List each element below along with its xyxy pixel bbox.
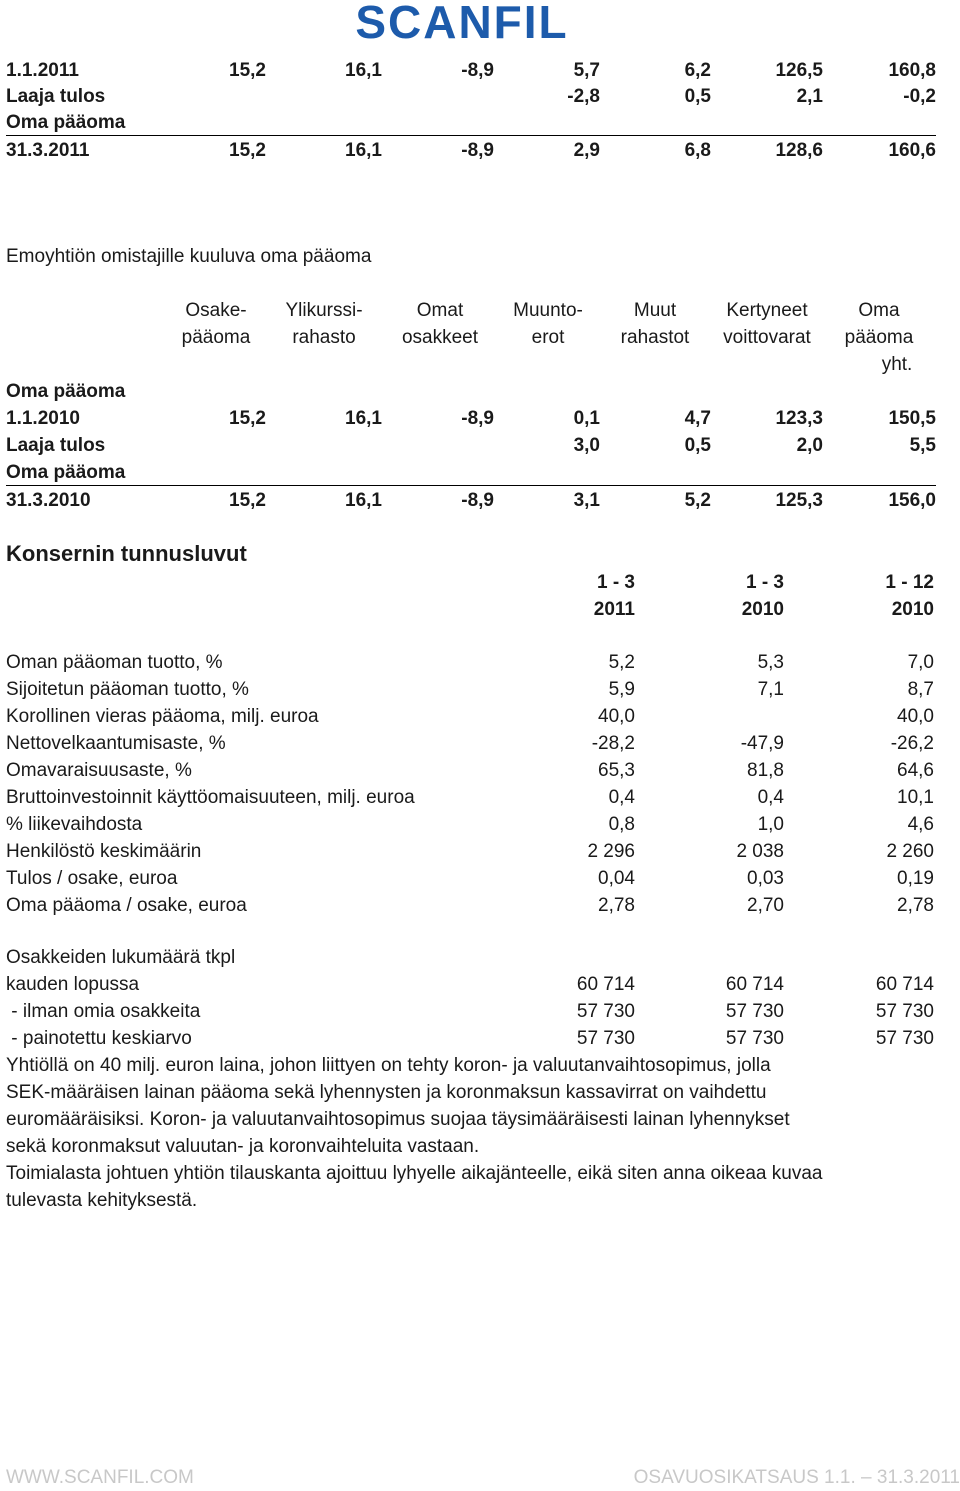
footer-website: WWW.SCANFIL.COM bbox=[6, 1467, 194, 1488]
table-cell bbox=[490, 379, 600, 405]
row-label: Korollinen vieras pääoma, milj. euroa bbox=[6, 706, 319, 727]
period-year: 2010 bbox=[891, 599, 934, 620]
table-cell: 2,78 bbox=[598, 895, 635, 916]
table-cell: 126,5 bbox=[775, 60, 823, 81]
key-figures-heading: Konsernin tunnusluvut bbox=[6, 541, 247, 566]
row-label: - ilman omia osakkeita bbox=[6, 1001, 201, 1022]
table-cell: 5,3 bbox=[757, 652, 784, 673]
table-cell: 15,2 bbox=[229, 408, 266, 429]
table-cell bbox=[384, 433, 494, 459]
row-label: Sijoitetun pääoman tuotto, % bbox=[6, 679, 249, 700]
column-header: rahastot bbox=[620, 327, 690, 348]
column-header: osakkeet bbox=[401, 327, 479, 348]
table-cell: 0,5 bbox=[684, 86, 711, 107]
row-label: Oma pääoma bbox=[6, 112, 126, 133]
table-cell: 57 730 bbox=[875, 1001, 934, 1022]
column-header: Omat bbox=[416, 300, 464, 321]
table-cell bbox=[601, 460, 711, 486]
table-cell: 40,0 bbox=[897, 706, 934, 727]
column-header: rahasto bbox=[292, 327, 356, 348]
table-cell bbox=[156, 110, 266, 136]
row-label: Bruttoinvestoinnit käyttöomaisuuteen, milj. euroa bbox=[6, 787, 415, 808]
row-label: 31.3.2010 bbox=[6, 490, 91, 511]
table-cell: -8,9 bbox=[461, 490, 494, 511]
column-header: pääoma bbox=[181, 327, 251, 348]
table-cell: 0,4 bbox=[757, 787, 784, 808]
table-cell bbox=[601, 110, 711, 136]
table-cell bbox=[384, 110, 494, 136]
table-cell: 0,1 bbox=[573, 408, 600, 429]
table-cell: 128,6 bbox=[775, 140, 823, 161]
table-cell bbox=[272, 110, 382, 136]
table-cell: 0,8 bbox=[608, 814, 635, 835]
table-cell: 6,2 bbox=[684, 60, 711, 81]
table-cell: 2 260 bbox=[886, 841, 934, 862]
table-cell: 81,8 bbox=[747, 760, 784, 781]
row-label: Oma pääoma bbox=[6, 462, 126, 483]
column-header: Muunto- bbox=[513, 300, 583, 321]
column-header: erot bbox=[531, 327, 565, 348]
period-range: 1 - 3 bbox=[745, 572, 784, 593]
table-cell: 7,0 bbox=[907, 652, 934, 673]
table-cell: 64,6 bbox=[897, 760, 934, 781]
table-cell: 15,2 bbox=[229, 140, 266, 161]
table-cell: 2,78 bbox=[897, 895, 934, 916]
table-cell: 16,1 bbox=[345, 490, 382, 511]
table-cell: 57 730 bbox=[725, 1001, 784, 1022]
table-cell: 6,8 bbox=[684, 140, 711, 161]
shares-heading: Osakkeiden lukumäärä tkpl bbox=[6, 947, 236, 968]
row-label: Oma pääoma bbox=[6, 381, 126, 402]
table-cell: -8,9 bbox=[461, 140, 494, 161]
row-label: Laaja tulos bbox=[6, 86, 106, 107]
table-cell: 10,1 bbox=[897, 787, 934, 808]
column-header: Kertyneet bbox=[726, 300, 808, 321]
table-cell: 16,1 bbox=[345, 60, 382, 81]
column-header bbox=[590, 352, 720, 378]
table-cell bbox=[664, 704, 784, 730]
table-cell: 160,8 bbox=[888, 60, 936, 81]
logo-text: SCANFIL bbox=[355, 0, 569, 42]
table-cell: 0,04 bbox=[598, 868, 635, 889]
table-cell: -2,8 bbox=[567, 86, 600, 107]
row-label: % liikevaihdosta bbox=[6, 814, 143, 835]
table-cell: 2,9 bbox=[573, 140, 600, 161]
column-header: Osake- bbox=[185, 300, 247, 321]
row-label: 31.3.2011 bbox=[6, 140, 90, 161]
table-cell: 16,1 bbox=[345, 140, 382, 161]
table-cell: 0,5 bbox=[684, 435, 711, 456]
row-label: Nettovelkaantumisaste, % bbox=[6, 733, 226, 754]
table-cell: 0,4 bbox=[608, 787, 635, 808]
row-label: 1.1.2011 bbox=[6, 60, 79, 81]
table-cell: 2 038 bbox=[736, 841, 784, 862]
table-cell: 123,3 bbox=[775, 408, 823, 429]
table-cell: 5,9 bbox=[608, 679, 635, 700]
row-label: Omavaraisuusaste, % bbox=[6, 760, 192, 781]
column-header bbox=[259, 352, 389, 378]
table-cell: 4,7 bbox=[684, 408, 711, 429]
table-cell: 0,19 bbox=[897, 868, 934, 889]
table-cell: 15,2 bbox=[229, 60, 266, 81]
table-cell: 57 730 bbox=[725, 1028, 784, 1049]
table-cell: 2,70 bbox=[747, 895, 784, 916]
column-header: voittovarat bbox=[723, 327, 811, 348]
column-header: Ylikurssi- bbox=[285, 300, 363, 321]
table-cell bbox=[601, 379, 711, 405]
table-cell: 0,03 bbox=[747, 868, 784, 889]
table-cell bbox=[272, 84, 382, 110]
table-cell: 160,6 bbox=[888, 140, 936, 161]
table-cell: 8,7 bbox=[907, 679, 934, 700]
table-cell bbox=[826, 110, 936, 136]
footer-report-title: OSAVUOSIKATSAUS 1.1. – 31.3.2011 bbox=[633, 1467, 960, 1488]
table-cell bbox=[826, 379, 936, 405]
table-cell bbox=[713, 110, 823, 136]
table-cell bbox=[156, 460, 266, 486]
table-cell: 2 296 bbox=[587, 841, 635, 862]
table-cell: 40,0 bbox=[598, 706, 635, 727]
table-cell: 156,0 bbox=[888, 490, 936, 511]
column-header: Oma bbox=[858, 300, 900, 321]
period-range: 1 - 3 bbox=[596, 572, 635, 593]
table-cell: 60 714 bbox=[725, 974, 784, 995]
table-cell: -8,9 bbox=[461, 408, 494, 429]
table-cell: 125,3 bbox=[775, 490, 823, 511]
table-cell bbox=[272, 460, 382, 486]
table-cell bbox=[272, 433, 382, 459]
table-cell bbox=[384, 84, 494, 110]
note-line: tulevasta kehityksestä. bbox=[6, 1190, 198, 1211]
table-cell: 5,7 bbox=[573, 60, 600, 81]
column-header bbox=[702, 352, 832, 378]
section-heading: Emoyhtiön omistajille kuuluva oma pääoma bbox=[6, 246, 372, 267]
table-cell: 57 730 bbox=[576, 1028, 635, 1049]
row-label: Oma pääoma / osake, euroa bbox=[6, 895, 247, 916]
table-cell: 3,1 bbox=[573, 490, 600, 511]
period-year: 2011 bbox=[593, 599, 635, 620]
note-line: Toimialasta johtuen yhtiön tilauskanta ajoittuu lyhyelle aikajänteelle, eikä siten anna oikeaa kuvaa bbox=[6, 1163, 823, 1184]
table-cell bbox=[384, 460, 494, 486]
table-cell: -47,9 bbox=[740, 733, 784, 754]
table-cell: 57 730 bbox=[875, 1028, 934, 1049]
table-cell bbox=[156, 84, 266, 110]
table-cell: 16,1 bbox=[345, 408, 382, 429]
table-cell bbox=[713, 379, 823, 405]
table-cell: 60 714 bbox=[875, 974, 934, 995]
table-cell: 5,2 bbox=[684, 490, 711, 511]
row-label: Oman pääoman tuotto, % bbox=[6, 652, 223, 673]
column-header: pääoma bbox=[844, 327, 914, 348]
table-cell: 7,1 bbox=[757, 679, 784, 700]
table-cell: 57 730 bbox=[576, 1001, 635, 1022]
table-cell: 1,0 bbox=[757, 814, 784, 835]
table-cell bbox=[384, 379, 494, 405]
table-cell bbox=[490, 460, 600, 486]
scanfil-logo bbox=[310, 0, 615, 42]
table-cell: 5,5 bbox=[909, 435, 936, 456]
row-label: kauden lopussa bbox=[6, 974, 140, 995]
table-cell: -26,2 bbox=[890, 733, 934, 754]
table-cell: 5,2 bbox=[608, 652, 635, 673]
row-label: Tulos / osake, euroa bbox=[6, 868, 178, 889]
table-cell: 3,0 bbox=[573, 435, 600, 456]
table-cell: 2,0 bbox=[796, 435, 823, 456]
table-cell bbox=[156, 433, 266, 459]
period-range: 1 - 12 bbox=[885, 572, 934, 593]
note-line: SEK-määräisen lainan pääoma sekä lyhennysten ja koronmaksun kassavirrat on vaihdettu bbox=[6, 1082, 767, 1103]
table-cell: 60 714 bbox=[576, 974, 635, 995]
row-label: 1.1.2010 bbox=[6, 408, 80, 429]
note-line: euromääräisiksi. Koron- ja valuutanvaihtosopimus suojaa täysimääräisesti lainan lyhennykset bbox=[6, 1109, 790, 1130]
table-cell: 4,6 bbox=[907, 814, 934, 835]
table-cell: 65,3 bbox=[598, 760, 635, 781]
table-cell: -28,2 bbox=[591, 733, 635, 754]
table-cell bbox=[272, 379, 382, 405]
table-cell: 150,5 bbox=[888, 408, 936, 429]
table-cell bbox=[826, 460, 936, 486]
table-cell: -8,9 bbox=[461, 60, 494, 81]
table-cell bbox=[156, 379, 266, 405]
table-cell: 15,2 bbox=[229, 490, 266, 511]
note-line: Yhtiöllä on 40 milj. euron laina, johon liittyen on tehty koron- ja valuutanvaihtosopimus, jolla bbox=[6, 1055, 771, 1076]
column-header: Muut bbox=[633, 300, 677, 321]
table-cell bbox=[490, 110, 600, 136]
table-cell: -0,2 bbox=[903, 86, 936, 107]
table-cell bbox=[713, 460, 823, 486]
row-label: - painotettu keskiarvo bbox=[6, 1028, 192, 1049]
period-year: 2010 bbox=[741, 599, 784, 620]
table-cell: 2,1 bbox=[796, 86, 823, 107]
column-header: yht. bbox=[881, 354, 913, 375]
row-label: Laaja tulos bbox=[6, 435, 106, 456]
note-line: sekä koronmaksut valuutan- ja koronvaihteluita vastaan. bbox=[6, 1136, 480, 1157]
row-label: Henkilöstö keskimäärin bbox=[6, 841, 202, 862]
